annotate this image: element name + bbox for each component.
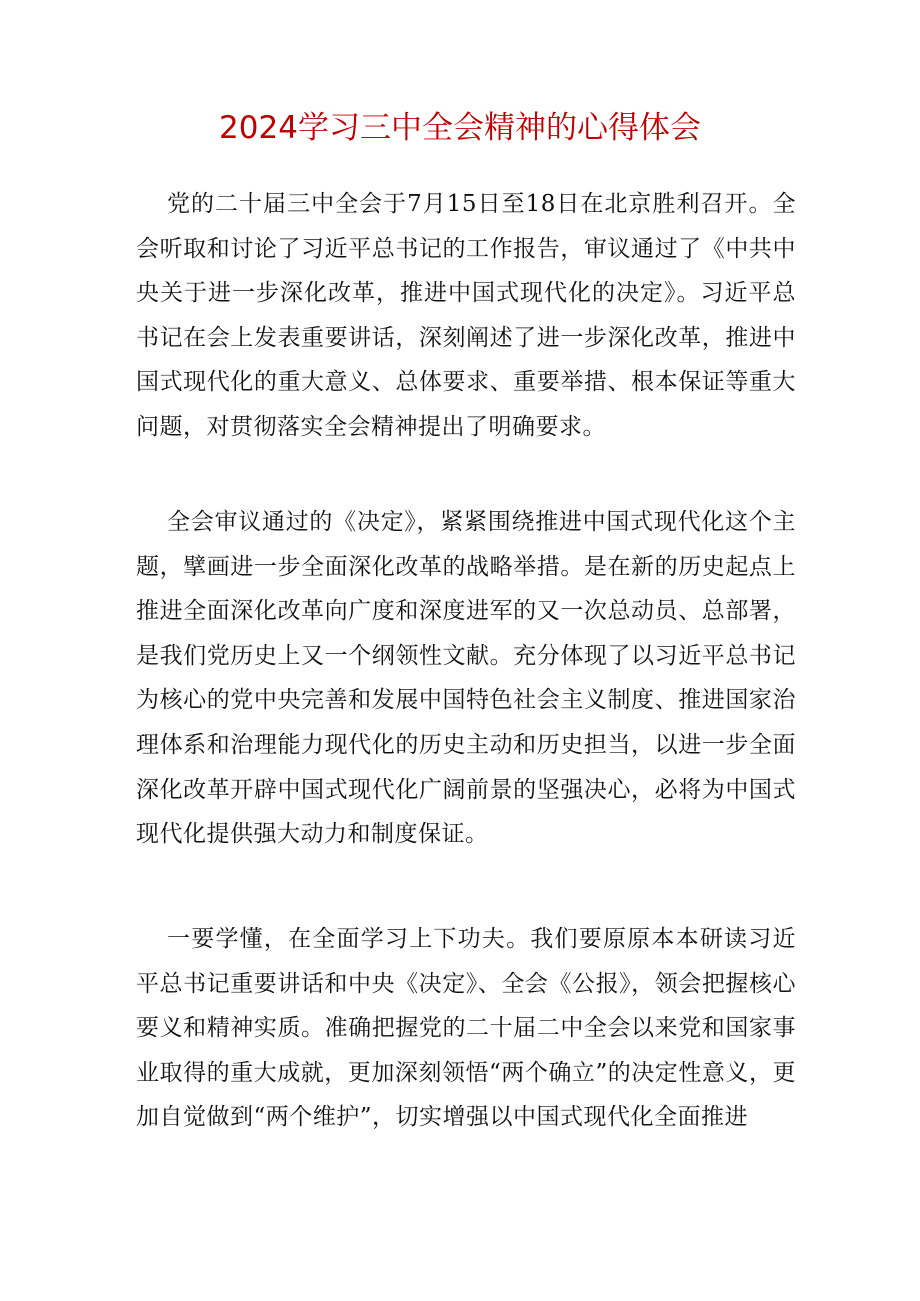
document-title: 2024学习三中全会精神的心得体会 <box>219 110 701 146</box>
paragraph-3: 一要学懂，在全面学习上下功夫。我们要原原本本研读习近平总书记重要讲话和中央《决定》、全会《公报》，领会把握核心要义和精神实质。准确把握党的二十届二中全会以来党和国家事业取得的重大成就，更加深刻领悟“两个确立”的决定性意义，更加自觉做到“两个维护”，切实增强以中国式现代化全面推进 <box>136 926 796 1131</box>
paragraph-2: 全会审议通过的《决定》，紧紧围绕推进中国式现代化这个主题，擘画进一步全面深化改革的战略举措。是在新的历史起点上推进全面深化改革向广度和深度进军的又一次总动员、总部署，是我们党历史上又一个纲领性文献。充分体现了以习近平总书记为核心的党中央完善和发展中国特色社会主义制度、推进国家治理体系和治理能力现代化的历史主动和历史担当，以进一步全面深化改革开辟中国式现代化广阔前景的坚强决心，必将为中国式现代化提供强大动力和制度保证。 <box>136 509 796 848</box>
paragraph-1: 党的二十届三中全会于7月15日至18日在北京胜利召开。全会听取和讨论了习近平总书记的工作报告，审议通过了《中共中央关于进一步深化改革，推进中国式现代化的决定》。习近平总书记在会上发表重要讲话，深刻阐述了进一步深化改革，推进中国式现代化的重大意义、总体要求、重要举措、根本保证等重大问题，对贯彻落实全会精神提出了明确要求。 <box>136 191 796 440</box>
